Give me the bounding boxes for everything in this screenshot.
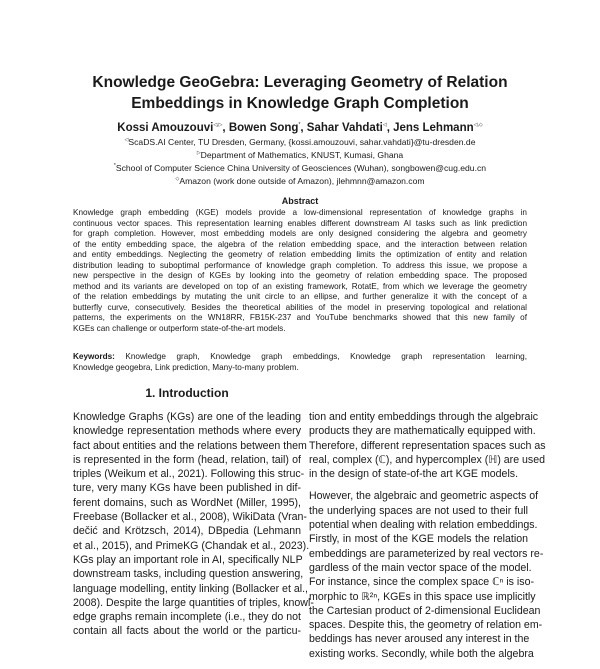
text-line: new perspective in the design of KGEs by looking into the geometry of relation embedding space. The proposed (73, 271, 527, 280)
paragraph (309, 410, 546, 481)
abstract-body (73, 208, 527, 334)
body-column-right (309, 410, 546, 669)
text-line: gardless of the main vector space of the model. (309, 561, 532, 574)
text-line: KGs play an important role in AI, specifically NLP (73, 553, 303, 566)
affiliations (0, 135, 600, 186)
author: Bowen Song* (228, 122, 301, 134)
text-line: of the relation embeddings by mutating the unit circle to an ellipse, and further generalize it with the concept of a (73, 292, 527, 301)
affiliation: ◇Amazon (work done outside of Amazon), jlehmnn@amazon.com (175, 175, 425, 186)
author: Jens Lehmann◁,◇ (393, 122, 483, 134)
text-line: in the design of state-of-the art KGE models. (309, 468, 519, 481)
text-line: distribution leading to suboptimal performance of knowledge graph completion. To address this issue, we propose a (73, 260, 527, 270)
paragraph (309, 489, 544, 661)
text-line: ture, very many KGs have been published in dif- (73, 482, 301, 495)
affiliation: ◁ScaDS.AI Center, TU Dresden, Germany, {kossi.amouzouvi, sahar.vahdati}@tu-dresden.de (124, 136, 476, 147)
text-line: the underlying spaces are not used to their full (309, 504, 528, 517)
text-line: for graph completion. However, most embedding models are only designed considering the algebra and geometry (73, 229, 527, 238)
text-line: language modelling, entity linking (Bollacker et al., (73, 582, 308, 595)
text-line: Knowledge Graphs (KGs) are one of the leading (73, 411, 301, 423)
text-line: Firstly, in most of the KGE models the relation (309, 533, 528, 546)
text-line: and entity embeddings. Neglecting the geometry of relation embedding limits the optimization of entity and relation (73, 250, 527, 259)
body-column-left (73, 410, 314, 639)
keywords-text: Knowledge graph, Knowledge graph embeddings, Knowledge graph representation learning, (114, 352, 527, 361)
text-line: et al., 2015), and PrimeKG (Chandak et al., 2023). (73, 539, 310, 552)
text-line: real, complex (ℂ), and hypercomplex (ℍ) are used (309, 453, 546, 466)
text-line: dečić and Krötzsch, 2014), DBpedia (Lehmann (73, 525, 301, 538)
text-line: 2008). Despite the large quantities of triples, knowl- (73, 596, 314, 609)
text-line: However, the algebraic and geometric aspects of (309, 490, 539, 503)
keywords-label: Keywords: (73, 352, 115, 361)
text-line: Therefore, different representation spaces such as (309, 439, 546, 452)
text-line: potential when dealing with relation embeddings. (309, 519, 538, 532)
keywords (73, 352, 527, 373)
title-line: Knowledge GeoGebra: Leveraging Geometry of Relation (92, 74, 508, 91)
text-line: existing works. Secondly, while both the algebra (309, 647, 534, 660)
text-line: beddings has never aroused any interest in the (309, 633, 530, 646)
text-line: edge graphs remain incomplete (i.e., they do not (73, 611, 301, 624)
abstract-heading: Abstract (281, 196, 319, 206)
text-line: For instance, since the complex space ℂⁿ is iso- (309, 576, 534, 589)
text-line: contain all facts about the world or the particu- (73, 625, 301, 638)
text-line: the Cartesian product of 2-dimensional Euclidean (309, 604, 541, 617)
text-line: ferent domains, such as WordNet (Miller, 1995), (73, 496, 301, 509)
text-line: downstream tasks, including question answering, (73, 568, 304, 581)
text-line: morphic to ℝ²ⁿ, KGEs in this space use implicitly (309, 590, 536, 603)
text-line: continuous vector spaces. This representation learning enables different downstream AI tasks such as link prediction (73, 218, 527, 228)
text-line: of the entity embedding space, the algebra of the relation embedding space, and the interaction between relation (73, 239, 527, 249)
text-line: spaces. Despite this, the geometry of relation em- (309, 619, 543, 632)
text-line: KGEs can challenge or outperform state-of-the-art models. (73, 323, 286, 333)
text-line: method and its variants are developed on top of an existing framework, RotatE, from which we leverage the geometry (73, 281, 527, 291)
author: Sahar Vahdati◁ (306, 122, 387, 134)
section-heading-introduction: 1. Introduction (145, 386, 229, 400)
title-line: Embeddings in Knowledge Graph Completion (131, 95, 469, 112)
text-line: tion and entity embeddings through the algebraic (309, 411, 539, 423)
affiliation: ▷Department of Mathematics, KNUST, Kumasi, Ghana (196, 149, 404, 160)
text-line: butterfly curve, consecutively. Besides the theoretical abilities of the model in preserving topological and relational (73, 302, 527, 312)
text-line: embeddings are parameterized by real vectors re- (309, 547, 544, 560)
author-list: Kossi Amouzouvi◁,▷, Bowen Song*, Sahar Vahdati◁, Jens Lehmann◁,◇ (117, 122, 483, 134)
text-line: Knowledge graph embedding (KGE) models provide a low-dimensional representation of knowledge graphs in (73, 208, 527, 217)
affiliation: *School of Computer Science China University of Geosciences (Wuhan), songbowen@cug.edu.cn (113, 162, 487, 173)
text-line: products they are mathematically equipped with. (309, 425, 536, 438)
author: Kossi Amouzouvi◁,▷ (117, 122, 223, 134)
text-line: patterns, the experiments on the WN18RR, FB15K-237 and YouTube benchmarks showed that this new family of (73, 313, 527, 322)
paper-title (0, 72, 600, 114)
keywords-text: Knowledge geogebra, Link prediction, Many-to-many problem. (73, 362, 299, 372)
text-line: Freebase (Bollacker et al., 2008), WikiData (Vran- (73, 511, 307, 524)
text-line: fact about entities and the relations between them (73, 439, 307, 452)
text-line: triples (Weikum et al., 2021). Following this struc- (73, 468, 305, 481)
text-line: knowledge representation methods where every (73, 425, 301, 438)
text-line: is represented in the form (head, relation, tail) of (73, 453, 301, 466)
